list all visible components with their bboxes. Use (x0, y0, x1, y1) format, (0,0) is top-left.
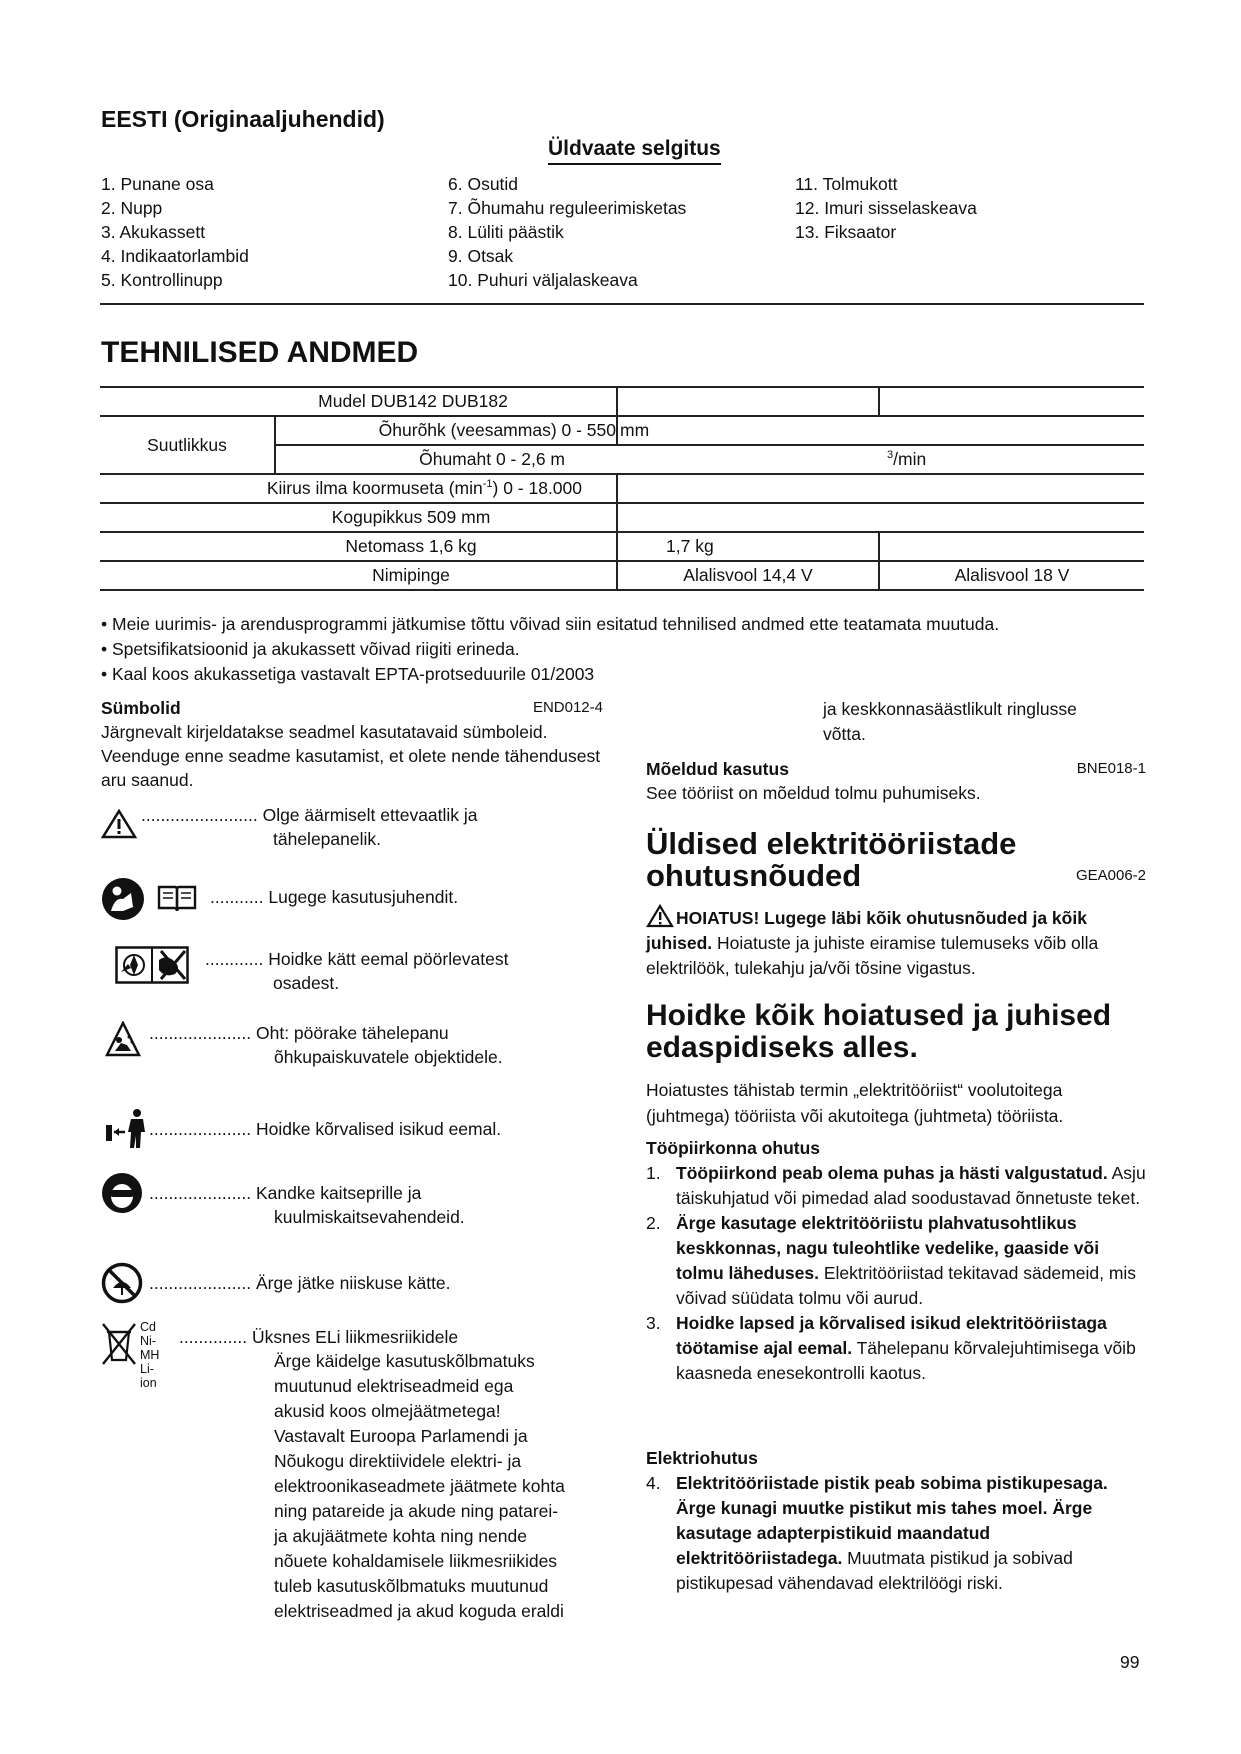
intended-code: BNE018-1 (1076, 760, 1146, 777)
symbol-text: osadest. (273, 973, 340, 993)
warning-triangle-icon (646, 904, 674, 928)
table-row (100, 561, 1144, 590)
keep-title: Hoidke kõik hoiatused ja juhised (646, 999, 1112, 1032)
table-row (100, 387, 1144, 416)
spec-volume-unit: $^3$/min (617, 445, 1144, 474)
list-item: 10. Puhuri väljalaskeava (448, 270, 638, 290)
list-item: 7. Õhumahu reguleerimisketas (448, 198, 687, 218)
spec-speed: Kiirus ilma koormuseta $(\min^{-1})$ 0 - 18.000 (100, 474, 617, 503)
spec-voltage-label: Nimipinge (100, 561, 617, 590)
rotating-parts-hand-icon (115, 946, 189, 984)
list-item: 1. Tööpiirkond peab olema puhas ja hästi valgustatud. Asju täiskuhjatud või pimedad alad soodustavad õnnetuste teket. (646, 1163, 1146, 1208)
no-moisture-icon (101, 1262, 143, 1304)
spec-notes (101, 612, 999, 687)
continued-text: ja keskkonnasäästlikult ringlusse võtta. (823, 699, 1077, 744)
overview-title: Üldvaate selgitus (548, 137, 721, 165)
general-title: ohutusnõuded (646, 858, 862, 893)
list-item: 8. Lüliti päästik (448, 222, 564, 242)
eu-text-block: Ärge käidelge kasutuskõlbmatuks muutunud elektriseadmeid ega akusid koos olmejäätmetega! Vastavalt Euroopa Parlamendi ja Nõukogu direktiividele elektri- ja elektroonikaseadmete jäätmete kohta ning patareide ja akude ning patarei- ja akujäätmete kohta ning nende nõuete kohaldamisele liikmesriikides tuleb kasutuskõlbmatuks muutunud elektriseadmed ja akud koguda eraldi (274, 1351, 565, 1621)
list-item: 12. Imuri sisselaskeava (795, 198, 977, 218)
symbol-text: Olge äärmiselt ettevaatlik ja (262, 805, 478, 825)
list-item: 11. Tolmukott (795, 174, 898, 194)
symbol-text: Ärge jätke niiskuse kätte. (255, 1273, 451, 1293)
overview-column-1 (101, 172, 249, 292)
electrical-safety-section (646, 1446, 1146, 1596)
intended-title: Mõeldud kasutus (646, 759, 789, 779)
read-manual-icon (101, 877, 145, 921)
spec-volume: Õhumaht 0 - 2,6 m (275, 445, 617, 474)
table-row (100, 503, 1144, 532)
overview-column-2 (448, 172, 686, 292)
table-row (100, 474, 1144, 503)
spec-voltage-1: Alalisvool 14,4 V (617, 561, 879, 590)
keep-title: edaspidiseks alles. (646, 1031, 918, 1064)
table-row (100, 416, 1144, 445)
symbols-title: Sümbolid (101, 698, 181, 718)
list-item: 3. Akukassett (101, 222, 206, 242)
eye-ear-protection-icon (101, 1172, 143, 1214)
list-item: 6. Osutid (448, 174, 519, 194)
warning-triangle-icon (101, 809, 137, 839)
work-area-title: Tööpiirkonna ohutus (646, 1138, 821, 1158)
keep-bystanders-away-icon (101, 1108, 149, 1150)
warning-paragraph: HOIATUS! Lugege läbi kõik ohutusnõuded ja kõik juhised. Hoiatuste ja juhiste eiramise tulemuseks võib olla elektrilöök, tulekahju ja/või tõsine vigastus. (646, 904, 1146, 981)
language-title: EESTI (Originaaljuhendid) (101, 106, 385, 132)
section-divider (100, 303, 1144, 305)
symbol-text: Oht: pöörake tähelepanu (255, 1023, 449, 1043)
battery-labels: Cd Ni-MH Li-ion (140, 1320, 160, 1390)
list-item: 3. Hoidke lapsed ja kõrvalised isikud elektritööriistaga töötamise ajal eemal. Tähelepanu kõrvalejuhtimisega võib kaasneda enesekontrolli kaotus. (646, 1313, 1136, 1383)
spec-length: Kogupikkus 509 mm (100, 503, 617, 532)
note-item: • Meie uurimis- ja arendusprogrammi jätkumise tõttu võivad siin esitatud tehnilised andmed ette teatamata muutuda. (101, 614, 1000, 634)
symbols-code: END012-4 (532, 699, 603, 716)
spec-pressure: Õhurõhk (veesammas) 0 - 550 (275, 416, 617, 445)
symbol-text: Kandke kaitseprille ja (255, 1183, 422, 1203)
symbol-text: tähelepanelik. (273, 829, 381, 849)
term-text: Hoiatustes tähistab termin „elektritööriist“ voolutoitega (juhtmega) tööriista või akutoitega (juhtmeta) tööriista. (646, 1080, 1064, 1126)
eu-text: Üksnes ELi liikmesriikidele (251, 1327, 459, 1347)
spec-model: Mudel DUB142 DUB182 (100, 387, 617, 416)
keep-instructions-section (646, 1000, 1146, 1064)
symbol-text: Lugege kasutusjuhendit. (268, 887, 459, 907)
spec-suction-label: Suutlikkus (100, 416, 275, 474)
spec-voltage-2: Alalisvool 18 V (879, 561, 1144, 590)
spec-pressure-unit: mm (617, 416, 1144, 445)
intended-use-section (646, 757, 1146, 805)
intended-text: See tööriist on mõeldud tolmu puhumiseks. (646, 783, 981, 803)
symbols-section (101, 696, 601, 792)
electrical-title: Elektriohutus (646, 1448, 758, 1468)
list-item: 4. Indikaatorlambid (101, 246, 249, 266)
list-item: 1. Punane osa (101, 174, 214, 194)
symbol-text: õhkupaiskuvatele objektidele. (274, 1047, 503, 1067)
list-item: 5. Kontrollinupp (101, 270, 223, 290)
overview-column-3 (795, 172, 977, 244)
list-item: 2. Nupp (101, 198, 163, 218)
table-row (100, 532, 1144, 561)
specs-table (100, 386, 1144, 591)
note-item: • Spetsifikatsioonid ja akukassett võivad riigiti erineda. (101, 639, 520, 659)
note-item: • Kaal koos akukassetiga vastavalt EPTA-protseduurile 01/2003 (101, 664, 595, 684)
flying-objects-warning-icon (105, 1021, 141, 1059)
symbols-intro: Järgnevalt kirjeldatakse seadmel kasutatavaid sümboleid. Veenduge enne seadme kasutamist, et olete nende tähendusest aru saanud. (101, 722, 601, 790)
general-safety-section (646, 828, 1146, 892)
list-item: 13. Fiksaator (795, 222, 897, 242)
spec-mass: Netomass 1,6 kg (100, 532, 617, 561)
list-item: 4. Elektritööriistade pistik peab sobima pistikupesaga. Ärge kunagi muutke pistikut mis tahes moel. Ärge kasutage adapterpistikuid maandatud elektritööriistadega. Muutmata pistikud ja sobivad pistikupesad vähendavad elektrilöögi riski. (646, 1473, 1108, 1593)
page-number: 99 (1120, 1652, 1140, 1672)
symbol-text: Hoidke kõrvalised isikud eemal. (255, 1119, 502, 1139)
work-area-section (646, 1136, 1146, 1386)
specs-title: TEHNILISED ANDMED (101, 336, 419, 369)
symbol-text: kuulmiskaitsevahendeid. (274, 1207, 465, 1227)
book-icon (157, 883, 197, 913)
list-item: 2. Ärge kasutage elektritööriistu plahvatusohtlikus keskkonnas, nagu tuleohtlike vedelike, gaaside või tolmu läheduses. Elektritööriistad tekitavad sädemeid, mis võivad süüdata tolmu või aurud. (646, 1213, 1137, 1308)
general-title: Üldised elektritööriistade (646, 826, 1017, 861)
list-item: 9. Otsak (448, 246, 514, 266)
symbol-text: Hoidke kätt eemal pöörlevatest (268, 949, 509, 969)
spec-mass-2: 1,7 kg (617, 532, 879, 561)
crossed-bin-icon (101, 1322, 137, 1366)
general-code: GEA006-2 (1075, 867, 1146, 884)
